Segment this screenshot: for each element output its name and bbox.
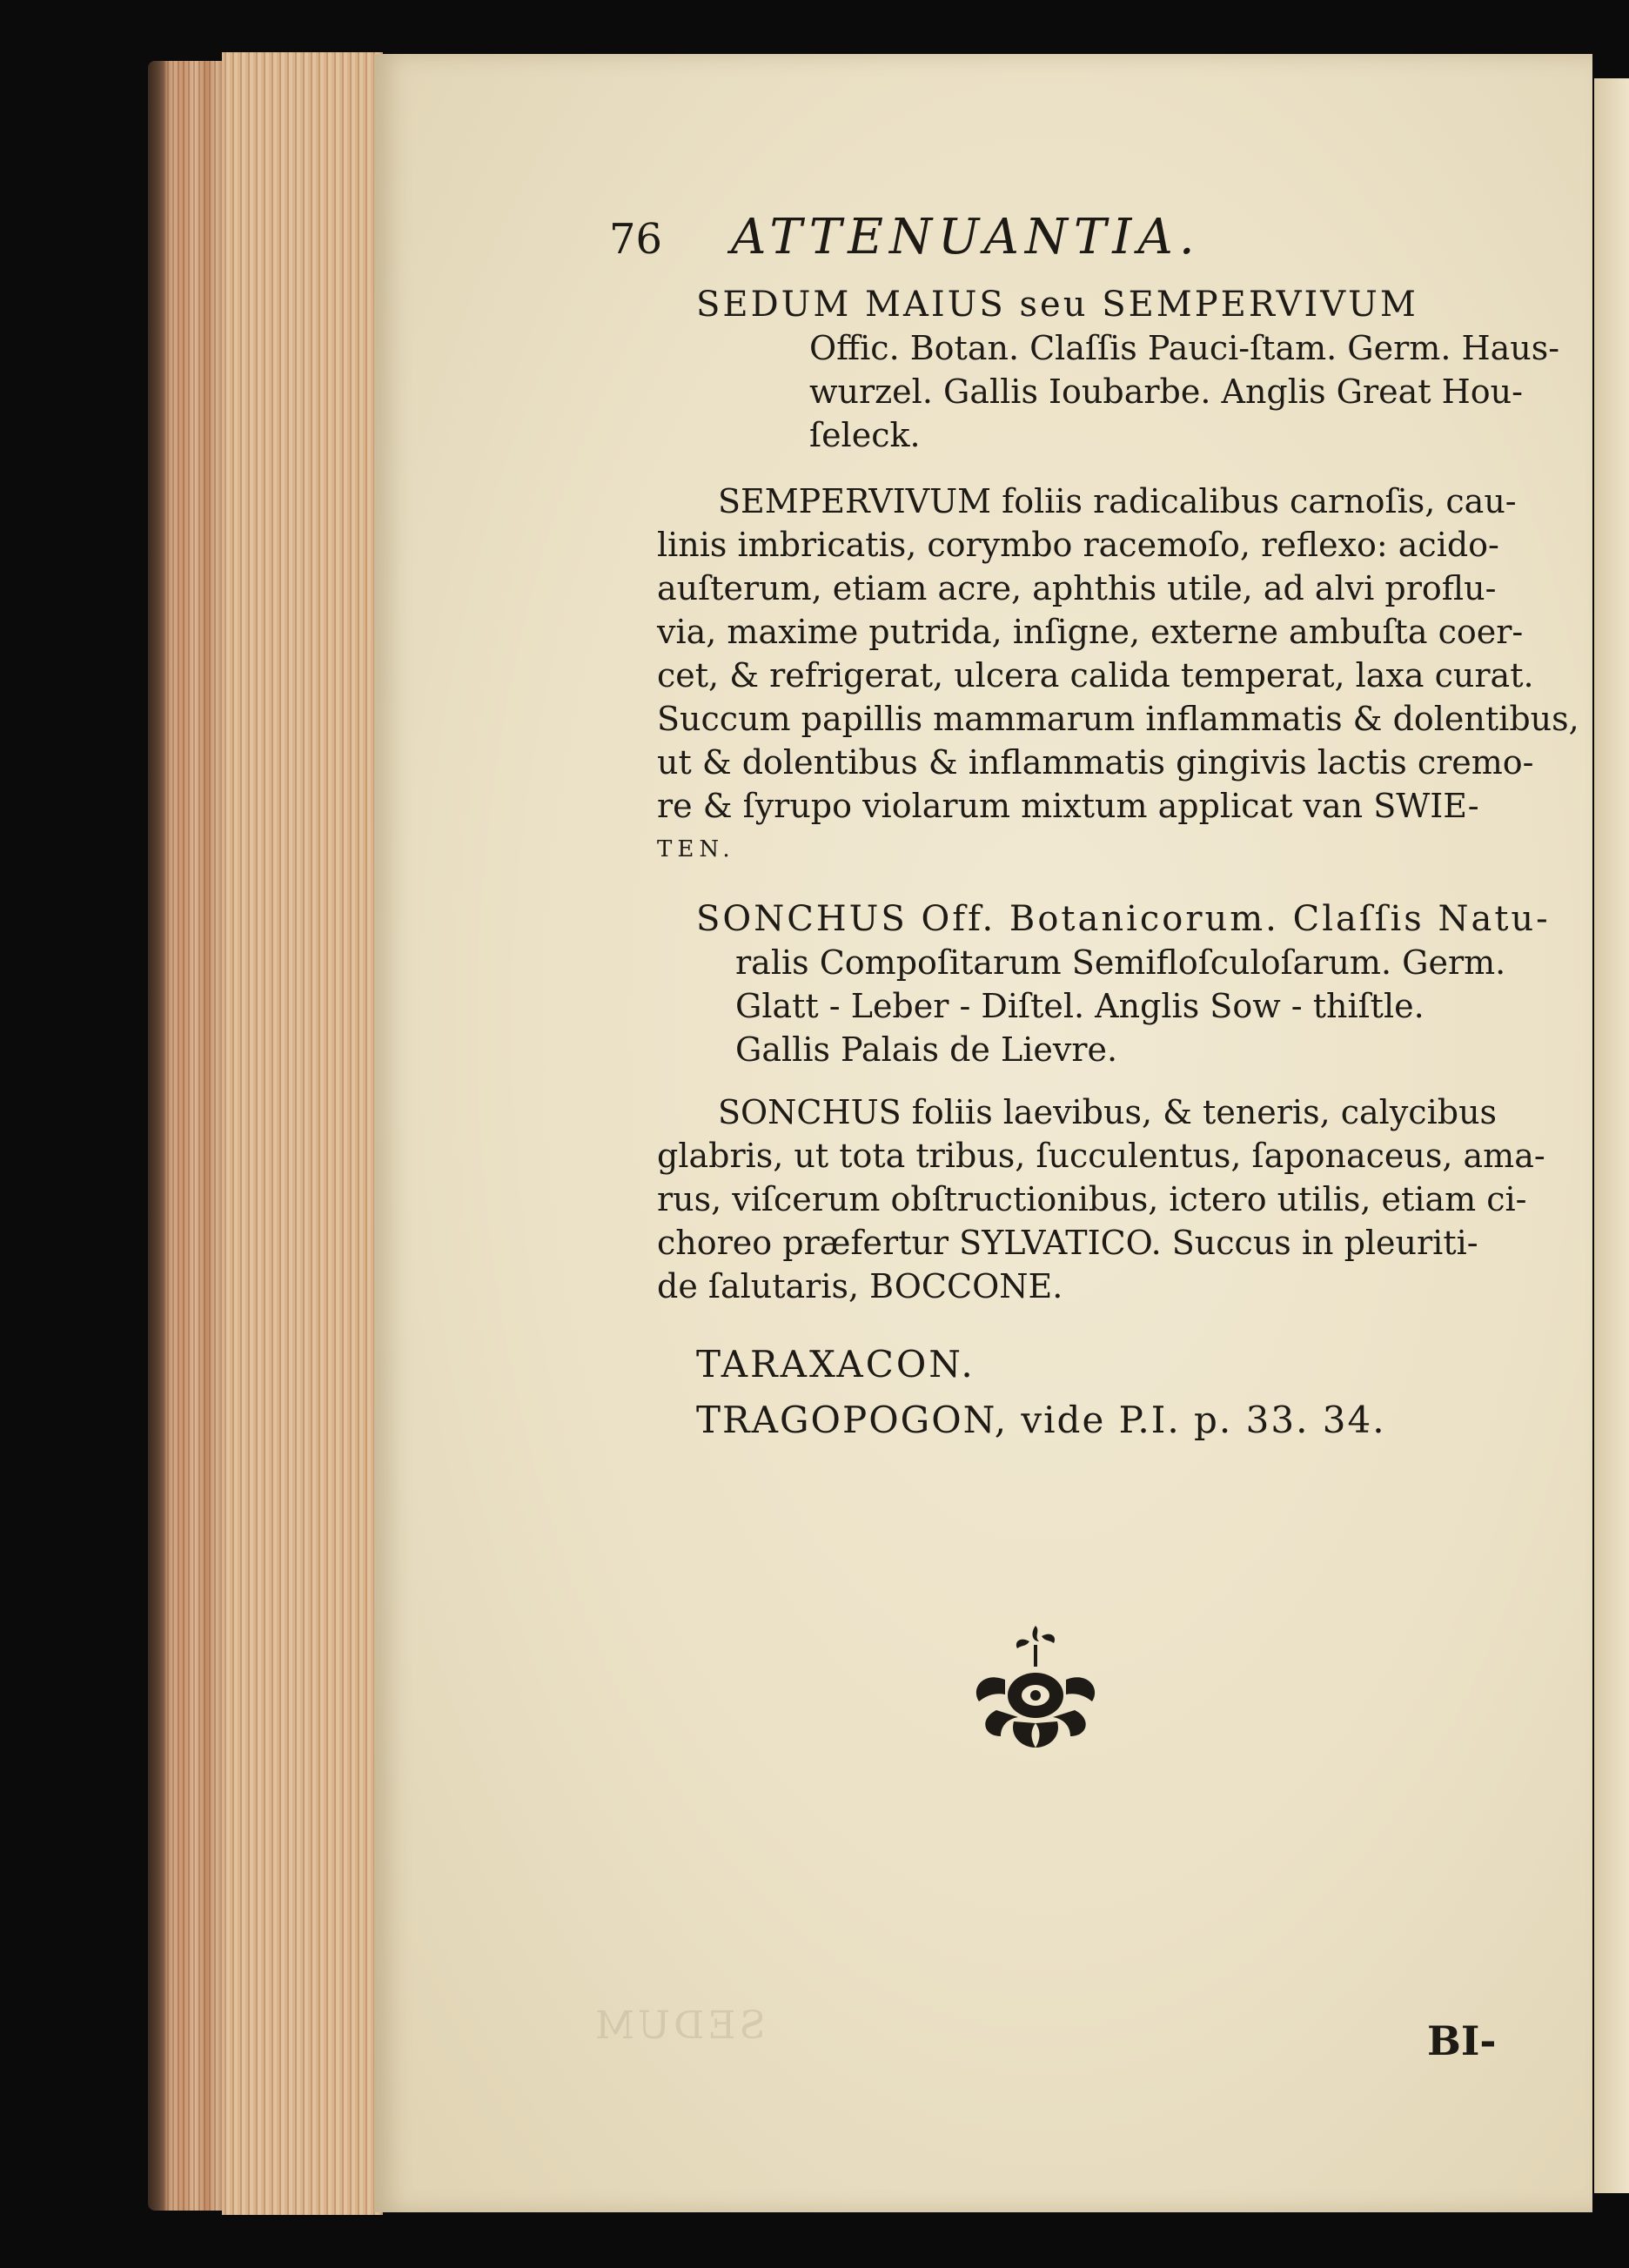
- text-line: Succum papillis mammarum inflammatis & dolentibus,: [657, 700, 1579, 738]
- text-line: cet, & refrigerat, ulcera calida temperat, laxa curat.: [657, 656, 1534, 694]
- page-body: [596, 283, 1579, 1442]
- running-head: ATTENUANTIA.: [731, 209, 1201, 265]
- text-line: Gallis Palais de Lievre.: [735, 1030, 1118, 1069]
- text-line: glabris, ut tota tribus, ſucculentus, ſaponaceus, ama-: [657, 1137, 1545, 1175]
- page-stack-edge: [222, 52, 383, 2215]
- text-line: ut & dolentibus & inflammatis gingivis lactis cremo-: [657, 743, 1534, 782]
- text-line: SEDUM MAIUS seu SEMPERVIVUM: [696, 285, 1418, 325]
- text-line: SEMPERVIVUM foliis radicalibus carnoſis, cau-: [718, 482, 1517, 520]
- entry-sonchus: [596, 897, 1551, 1071]
- page-number: 76: [609, 215, 663, 264]
- text-line: Offic. Botan. Claſſis Pauci-ſtam. Germ. Haus-: [809, 329, 1560, 367]
- cross-ref-tragopogon: TRAGOPOGON, vide P.I. p. 33. 34.: [696, 1399, 1386, 1441]
- text-line: ralis Compoſitarum Semifloſculoſarum. Germ.: [735, 943, 1506, 982]
- text-line: rus, viſcerum obſtructionibus, ictero utilis, etiam ci-: [657, 1180, 1527, 1218]
- text-line: ſeleck.: [809, 416, 921, 454]
- text-line: wurzel. Gallis Ioubarbe. Anglis Great Hou-: [809, 372, 1523, 411]
- text-line: TEN.: [657, 836, 735, 862]
- text-line: auſterum, etiam acre, aphthis utile, ad alvi proflu-: [657, 569, 1497, 607]
- cross-ref-taraxacon: TARAXACON.: [696, 1343, 975, 1386]
- facing-page-edge: [1594, 78, 1629, 2193]
- text-line: re & ſyrupo violarum mixtum applicat van SWIE-: [657, 787, 1479, 825]
- page-header: [609, 209, 1392, 270]
- entry-sedum-maius: [596, 283, 1560, 457]
- text-line: SONCHUS foliis laevibus, & teneris, calycibus: [718, 1093, 1498, 1131]
- text-line: choreo præfertur SYLVATICO. Succus in pleuriti-: [657, 1224, 1478, 1262]
- text-line: de ſalutaris, BOCCONE.: [657, 1267, 1063, 1305]
- bleed-through-text: SEDUM: [592, 2003, 766, 2048]
- text-line: linis imbricatis, corymbo racemoſo, reflexo: acido-: [657, 526, 1499, 564]
- text-line: SONCHUS Off. Botanicorum. Claſſis Natu-: [696, 899, 1551, 939]
- entry-sempervivum-description: [596, 480, 1579, 871]
- entry-sonchus-description: [596, 1090, 1545, 1308]
- catchword: BI-: [1427, 2017, 1497, 2064]
- text-line: Glatt - Leber - Diſtel. Anglis Sow - thiſtle.: [735, 987, 1425, 1025]
- book-fore-edge: [148, 61, 226, 2211]
- floral-ornament-icon: [962, 1619, 1109, 1758]
- text-line: via, maxime putrida, inſigne, externe ambuſta coer-: [657, 613, 1524, 651]
